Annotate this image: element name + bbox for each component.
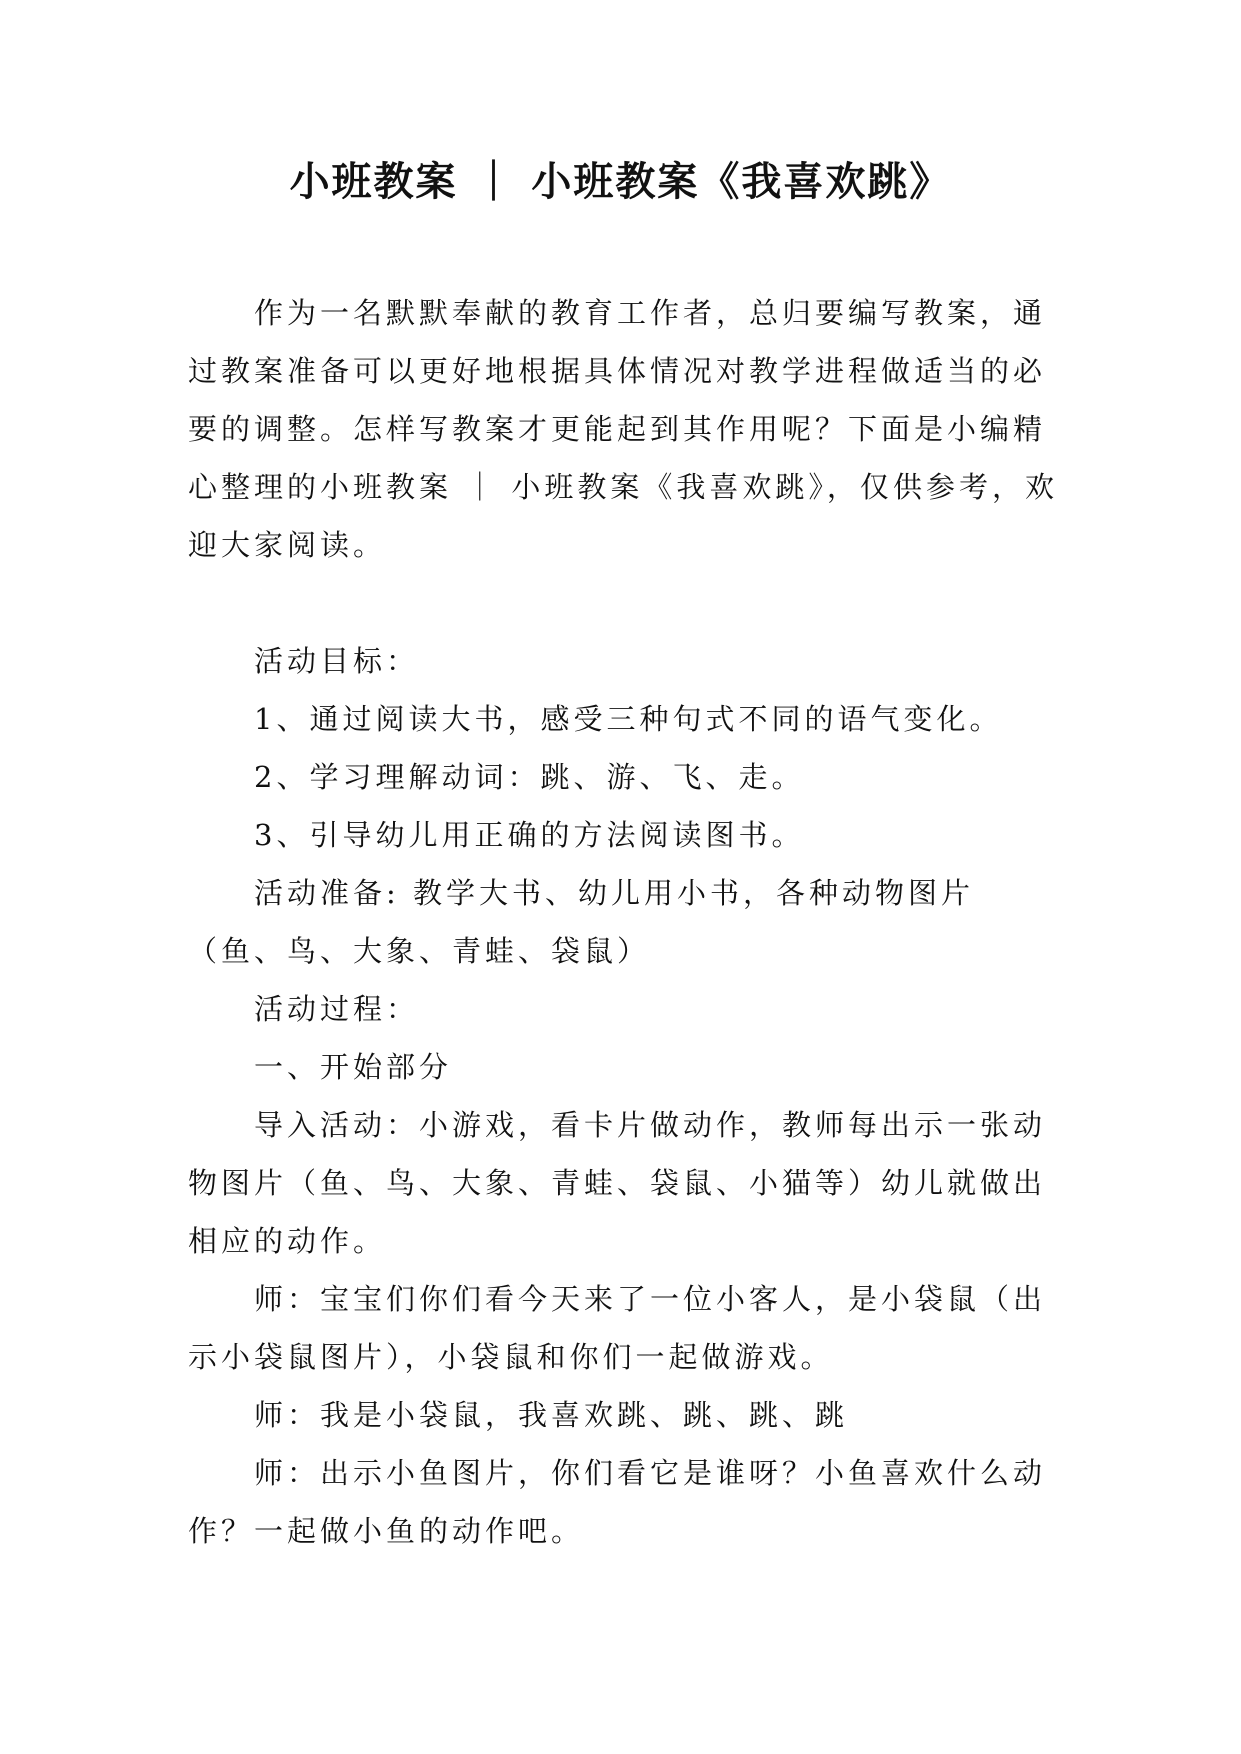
body-paragraph: 导入活动：小游戏，看卡片做动作，教师每出示一张动物图片（鱼、鸟、大象、青蛙、袋鼠、小猫等）幼儿就做出相应的动作。 bbox=[188, 1108, 1047, 1258]
objective-item: 1、通过阅读大书，感受三种句式不同的语气变化。 bbox=[254, 702, 1003, 736]
intro-paragraph: 作为一名默默奉献的教育工作者，总归要编写教案，通过教案准备可以更好地根据具体情况对教学进程做适当的必要的调整。怎样写教案才更能起到其作用呢？下面是小编精心整理的小班教案 ｜ 小班教案《我喜欢跳》，仅供参考，欢迎大家阅读。 bbox=[188, 296, 1058, 562]
preparation-paragraph: 活动准备: 教学大书、幼儿用小书，各种动物图片（鱼、鸟、大象、青蛙、袋鼠） bbox=[188, 876, 974, 968]
body-paragraph: 师：出示小鱼图片，你们看它是谁呀？小鱼喜欢什么动作？一起做小鱼的动作吧。 bbox=[188, 1456, 1047, 1548]
document-body bbox=[188, 284, 1068, 1560]
section-heading-objectives: 活动目标： bbox=[254, 644, 420, 678]
objective-item: 3、引导幼儿用正确的方法阅读图书。 bbox=[254, 818, 805, 852]
section-heading-process: 活动过程： bbox=[254, 992, 420, 1026]
body-paragraph: 师：我是小袋鼠，我喜欢跳、跳、跳、跳 bbox=[254, 1398, 849, 1432]
body-paragraph: 师：宝宝们你们看今天来了一位小客人，是小袋鼠（出示小袋鼠图片），小袋鼠和你们一起做游戏。 bbox=[188, 1282, 1047, 1374]
subsection-heading: 一、开始部分 bbox=[254, 1050, 453, 1084]
document-title: 小班教案 ｜ 小班教案《我喜欢跳》 bbox=[289, 159, 952, 205]
objective-item: 2、学习理解动词：跳、游、飞、走。 bbox=[254, 760, 805, 794]
